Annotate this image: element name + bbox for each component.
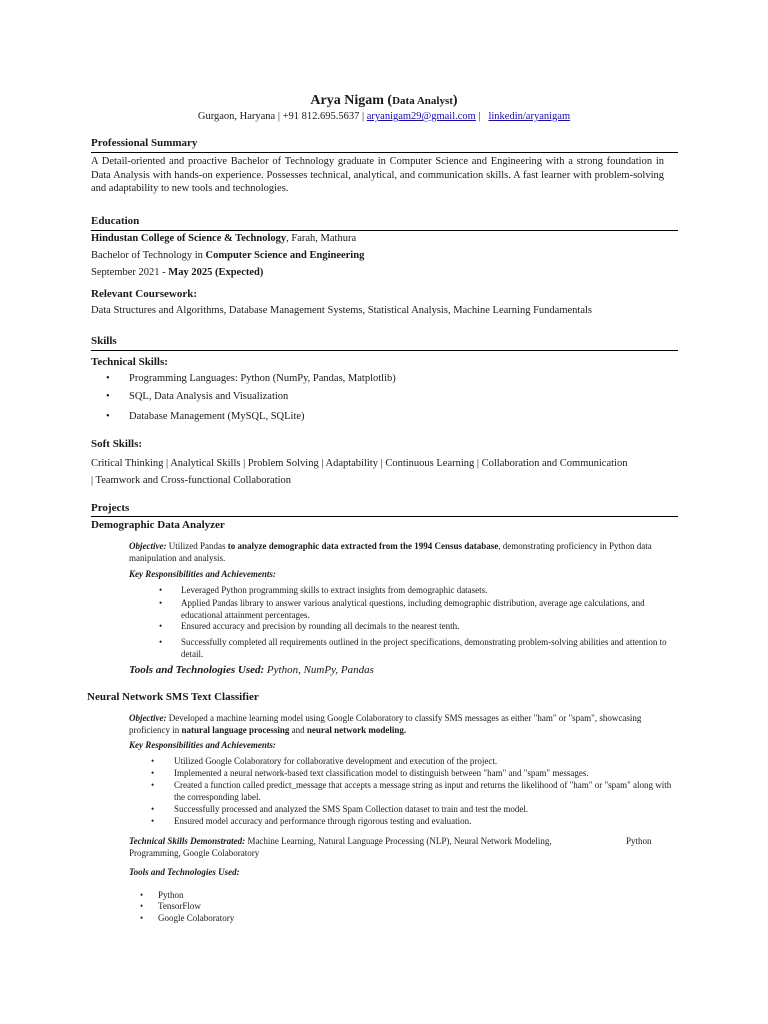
project-2-skills-line-1 [129,836,552,848]
bullet-dot: • [106,391,110,402]
project-1-title: Demographic Data Analyzer [91,519,225,531]
summary-text: A Detail-oriented and proactive Bachelor of Technology graduate in Computer Science and Engineering with a strong foundation in Data Analysis with hands-on experience. Possesses technical, analytical, and communication skills. A fast learner with problem-solving and adaptability to new tools and technologies. [91,156,664,194]
bullet-dot: • [159,637,163,647]
contact-line: Gurgaon, Haryana | +91 812.695.5637 | aryanigam29@gmail.com | linkedin/aryanigam [197,111,571,122]
college-name: Hindustan College of Science & Technology [91,233,287,244]
degree-major: Computer Science and Engineering [205,250,365,261]
project-1-bullet: Leveraged Python programming skills to extract insights from demographic datasets. [181,585,488,595]
objective-bold: natural language processing [181,724,290,735]
bullet-dot: • [106,373,110,384]
email-link[interactable]: aryanigam29@gmail.com [366,111,476,122]
coursework-heading: Relevant Coursework: [91,288,198,300]
name-text: Arya Nigam [310,93,384,108]
project-2-tool-item: TensorFlow [158,901,201,911]
bullet-dot: • [140,901,144,911]
skills-heading: Skills [91,335,117,347]
skills-rule [91,350,678,351]
education-start: September 2021 - [91,267,169,278]
education-dates [91,267,263,278]
candidate-name: Arya Nigam (Data Analyst) [310,93,458,108]
bullet-dot: • [159,585,163,595]
skills-label: Technical Skills Demonstrated: [129,836,246,846]
summary-heading: Professional Summary [91,137,198,149]
project-2-title: Neural Network SMS Text Classifier [87,691,259,703]
technical-skill-item: Database Management (MySQL, SQLite) [129,411,305,422]
education-rule [91,230,678,231]
project-1-bullet: Applied Pandas library to answer various analytical questions, including demographic distribution, average age calculations, and educational attainment percentages. [181,598,645,620]
objective-label: Objective: [129,713,167,723]
projects-heading: Projects [91,502,130,514]
degree-line [91,250,364,261]
project-2-bullet: Created a function called predict_message that accepts a message string as input and returns the likelihood of "ham" or "spam" along with the corresponding label. [174,780,672,802]
soft-skills-line-2: | Teamwork and Cross-functional Collaboration [91,475,292,486]
project-1-tools [129,664,374,676]
bullet-dot: • [151,804,155,814]
bullet-dot: • [140,913,144,923]
project-2-tool-item: Python [158,890,184,900]
projects-rule [91,516,678,517]
project-2-tool-item: Google Colaboratory [158,913,235,923]
tools-text: Python, NumPy, Pandas [264,664,374,676]
project-2-objective [129,713,674,736]
role-text: Data Analyst [392,95,453,107]
project-1-bullet: Ensured accuracy and precision by rounding all decimals to the nearest tenth. [181,621,460,631]
soft-skills-line-1: Critical Thinking | Analytical Skills | Problem Solving | Adaptability | Continuous Learning | Collaboration and Communication [91,458,628,469]
project-1-resp-heading: Key Responsibilities and Achievements: [129,569,276,579]
college-location: , Farah, Mathura [286,233,357,244]
skills-text: Machine Learning, Natural Language Processing (NLP), Neural Network Modeling, [245,836,552,846]
technical-skills-heading: Technical Skills: [91,356,168,368]
bullet-dot: • [151,768,155,778]
project-2-tools-heading: Tools and Technologies Used: [129,867,240,877]
bullet-dot: • [106,411,110,422]
education-heading: Education [91,215,140,227]
bullet-dot: • [140,890,144,900]
coursework-text: Data Structures and Algorithms, Database Management Systems, Statistical Analysis, Machine Learning Fundamentals [91,305,592,316]
project-2-resp-heading: Key Responsibilities and Achievements: [129,740,276,750]
objective-text: Utilized Pandas [166,541,228,551]
objective-label: Objective: [129,541,167,551]
project-2-bullet: Ensured model accuracy and performance through rigorous testing and evaluation. [174,816,472,826]
location-text: Gurgaon, Haryana [197,111,276,122]
objective-bold: to analyze demographic data extracted from the 1994 Census database [227,541,499,551]
project-2-skills-line-2: Programming, Google Colaboratory [129,848,260,858]
education-end: May 2025 (Expected) [168,267,264,278]
linkedin-link[interactable]: linkedin/aryanigam [488,111,571,122]
project-2-bullet: Successfully processed and analyzed the SMS Spam Collection dataset to train and test the model. [174,804,529,814]
project-2-skills-python: Python [626,836,652,846]
objective-text: and [289,724,307,735]
project-2-bullet: Utilized Google Colaboratory for collaborative development and execution of the project. [174,756,498,766]
bullet-dot: • [159,621,163,631]
tools-label: Tools and Technologies Used: [129,664,265,676]
objective-text: Developed a machine learning model using Google Colaboratory to classify SMS messages as either "ham" or "spam", showcasing proficiency in [129,713,642,735]
project-1-bullet: Successfully completed all requirements outlined in the project specifications, demonstrating problem-solving abilities and attention to detail. [181,637,667,659]
objective-bold: neural network modeling. [306,724,407,735]
technical-skill-item: Programming Languages: Python (NumPy, Pandas, Matplotlib) [129,373,396,384]
objective-text: , demonstrating proficiency in Python data manipulation and analysis. [129,541,652,563]
project-1-objective [129,541,674,564]
bullet-dot: • [151,816,155,826]
soft-skills-heading: Soft Skills: [91,438,143,450]
project-2-bullet: Implemented a neural network-based text classification model to distinguish between "ham" and "spam" messages. [174,768,589,778]
phone-text: +91 812.695.5637 [282,111,360,122]
summary-rule [91,152,678,153]
degree-prefix: Bachelor of Technology in [91,250,206,261]
bullet-dot: • [151,756,155,766]
bullet-dot: • [159,598,163,608]
college-line [91,233,356,244]
technical-skill-item: SQL, Data Analysis and Visualization [129,391,289,402]
bullet-dot: • [151,780,155,790]
